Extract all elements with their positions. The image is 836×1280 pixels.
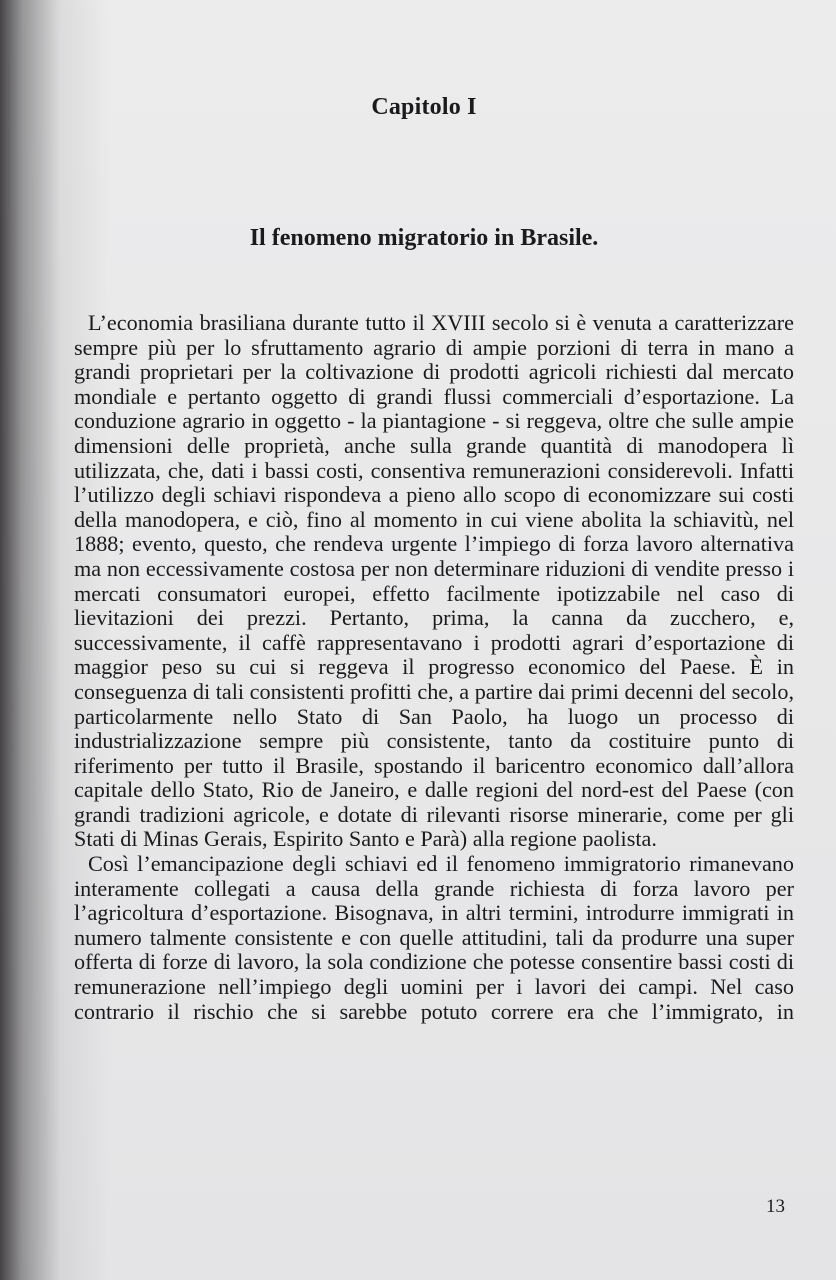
chapter-label: Capitolo I: [371, 94, 477, 120]
chapter-title: Il fenomeno migratorio in Brasile.: [249, 225, 599, 251]
paragraph-2: Così l’emancipazione degli schiavi ed il fenomeno immigratorio rimanevano interamente collegati a causa della grande richiesta di forza lavoro per l’agricoltura d’esportazione. Bisognava, in altri termini, introdurre immigrati in numero talmente consistente e con quelle attitudini, tali da produrre una super offerta di forze di lavoro, la sola condizione che potesse consentire bassi costi di remunerazione nell’impiego degli uomini per i lavori dei campi. Nel caso contrario il rischio che si sarebbe potuto correre era che l’immigrato, in: [74, 851, 794, 1024]
page-number: 13: [766, 1196, 785, 1217]
paragraph-1: L’economia brasiliana durante tutto il XVIII secolo si è venuta a caratterizzare sempre più per lo sfruttamento agrario di ampie porzioni di terra in mano a grandi proprietari per la coltivazione di prodotti agricoli richiesti dal mercato mondiale e pertanto oggetto di grandi flussi commerciali d’esportazione. La conduzione agrario in oggetto - la piantagione - si reggeva, oltre che sulle ampie dimensioni delle proprietà, anche sulla grande quantità di manodopera lì utilizzata, che, dati i bassi costi, consentiva remunerazioni considerevoli. Infatti l’utilizzo degli schiavi rispondeva a pieno allo scopo di economizzare sui costi della manodopera, e ciò, fino al momento in cui viene abolita la schiavitù, nel 1888; evento, questo, che rendeva urgente l’impiego di forza lavoro alternativa ma non eccessivamente costosa per non determinare riduzioni di vendite presso i mercati consumatori europei, effetto facilmente ipotizzabile nel caso di lievitazioni dei prezzi. Pertanto, prima, la canna da zucchero, e, successivamente, il caffè rappresentavano i prodotti agrari d’esportazione di maggior peso su cui si reggeva il progresso economico del Paese. È in conseguenza di tali consistenti profitti che, a partire dai primi decenni del secolo, particolarmente nello Stato di San Paolo, ha luogo un processo di industrializzazione sempre più consistente, tanto da costituire punto di riferimento per tutto il Brasile, spostando il baricentro economico dall’allora capitale dello Stato, Rio de Janeiro, e dalle regioni del nord-est del Paese (con grandi tradizioni agricole, e dotate di rilevanti risorse minerarie, come per gli Stati di Minas Gerais, Espirito Santo e Parà) alla regione paolista.: [74, 310, 794, 852]
body-text: [74, 311, 794, 1024]
